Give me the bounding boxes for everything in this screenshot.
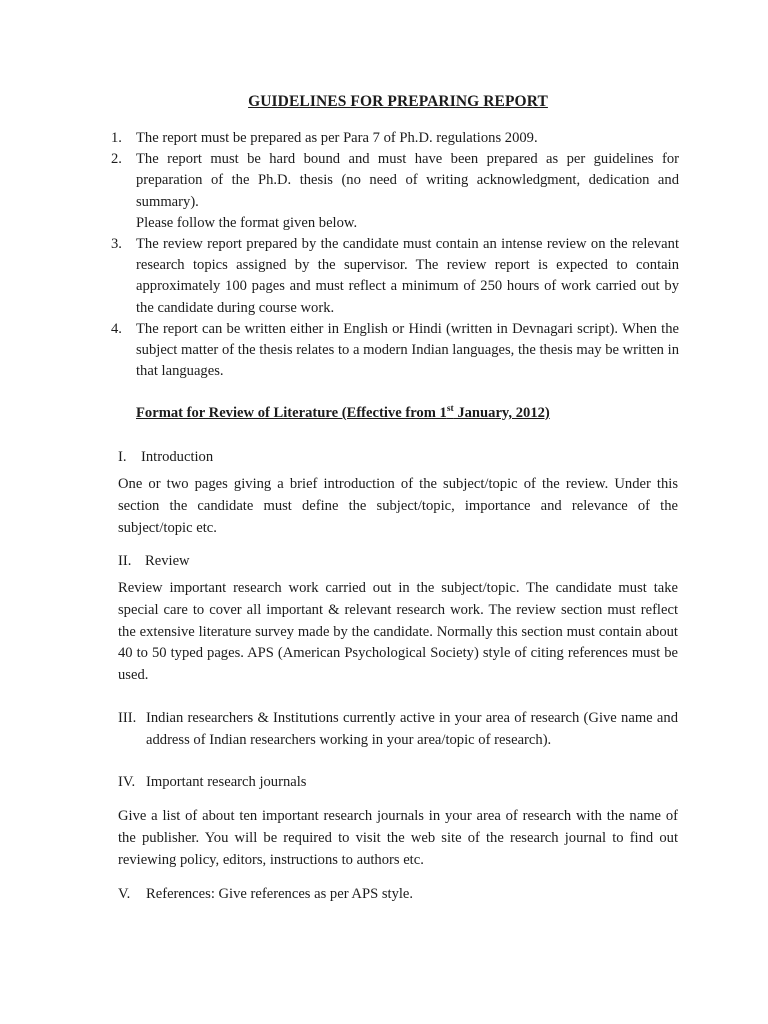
section-heading-review bbox=[118, 551, 190, 572]
list-text: The report must be prepared as per Para 7 of Ph.D. regulations 2009. bbox=[136, 130, 538, 146]
section-heading-journals bbox=[118, 772, 306, 793]
section-numeral: V. bbox=[118, 886, 131, 902]
section-title: References: Give references as per APS style. bbox=[146, 886, 414, 902]
section-numeral: III. bbox=[118, 710, 137, 726]
format-heading-date: January, 2012) bbox=[453, 405, 550, 421]
list-text: The report can be written either in English or Hindi (written in Devnagari script). When the subject matter of the thesis relates to a modern Indian languages, the thesis may be written in that languages. bbox=[136, 320, 679, 380]
section-numeral: I. bbox=[118, 449, 127, 465]
list-number: 3. bbox=[111, 236, 122, 253]
section-heading-introduction bbox=[118, 447, 213, 468]
section-body-journals: Give a list of about ten important research journals in your area of research with the name of the publisher. You will be required to visit the web site of the research journal to find out reviewing policy, editors, instructions to authors etc. bbox=[118, 808, 678, 868]
section-numeral: II. bbox=[118, 553, 132, 569]
section-title: Review bbox=[145, 553, 190, 569]
section-title: Important research journals bbox=[146, 774, 307, 790]
section-numeral: IV. bbox=[118, 774, 136, 790]
section-title: Indian researchers & Institutions currently active in your area of research (Give name and address of Indian researchers working in your area/topic of research). bbox=[146, 710, 678, 748]
list-text: The review report prepared by the candidate must contain an intense review on the relevant research topics assigned by the supervisor. The review report is expected to contain approximately 100 pages and must reflect a minimum of 250 hours of work carried out by the candidate during course work. bbox=[136, 236, 679, 316]
list-number: 2. bbox=[111, 151, 122, 168]
list-item bbox=[111, 149, 679, 213]
list-item bbox=[111, 234, 679, 319]
format-heading-superscript: st bbox=[446, 404, 454, 414]
list-number: 4. bbox=[111, 320, 122, 337]
format-heading bbox=[136, 405, 550, 422]
guidelines-list bbox=[111, 128, 679, 382]
section-indian-researchers bbox=[118, 708, 678, 752]
format-heading-text: Format for Review of Literature (Effective from 1 bbox=[136, 405, 447, 421]
section-body-review: Review important research work carried out in the subject/topic. The candidate must take special care to cover all important & relevant research work. The review section must reflect the extensive literature survey made by the candidate. Normally this section must contain about 40 to 50 typed pages. APS (American Psychological Society) style of citing references must be used. bbox=[118, 580, 678, 684]
section-title: Introduction bbox=[141, 449, 214, 465]
format-note: Please follow the format given below. bbox=[136, 214, 358, 231]
list-item bbox=[111, 128, 679, 149]
list-item bbox=[111, 319, 679, 383]
section-heading-references bbox=[118, 884, 413, 905]
page-title: GUIDELINES FOR PREPARING REPORT bbox=[248, 93, 548, 110]
list-text: The report must be hard bound and must have been prepared as per guidelines for preparation of the Ph.D. thesis (no need of writing acknowledgment, dedication and summary). bbox=[136, 151, 679, 210]
section-body-introduction: One or two pages giving a brief introduction of the subject/topic of the review. Under this section the candidate must define the subject/topic, importance and relevance of the subject/topic etc. bbox=[118, 476, 678, 536]
list-number: 1. bbox=[111, 130, 122, 146]
